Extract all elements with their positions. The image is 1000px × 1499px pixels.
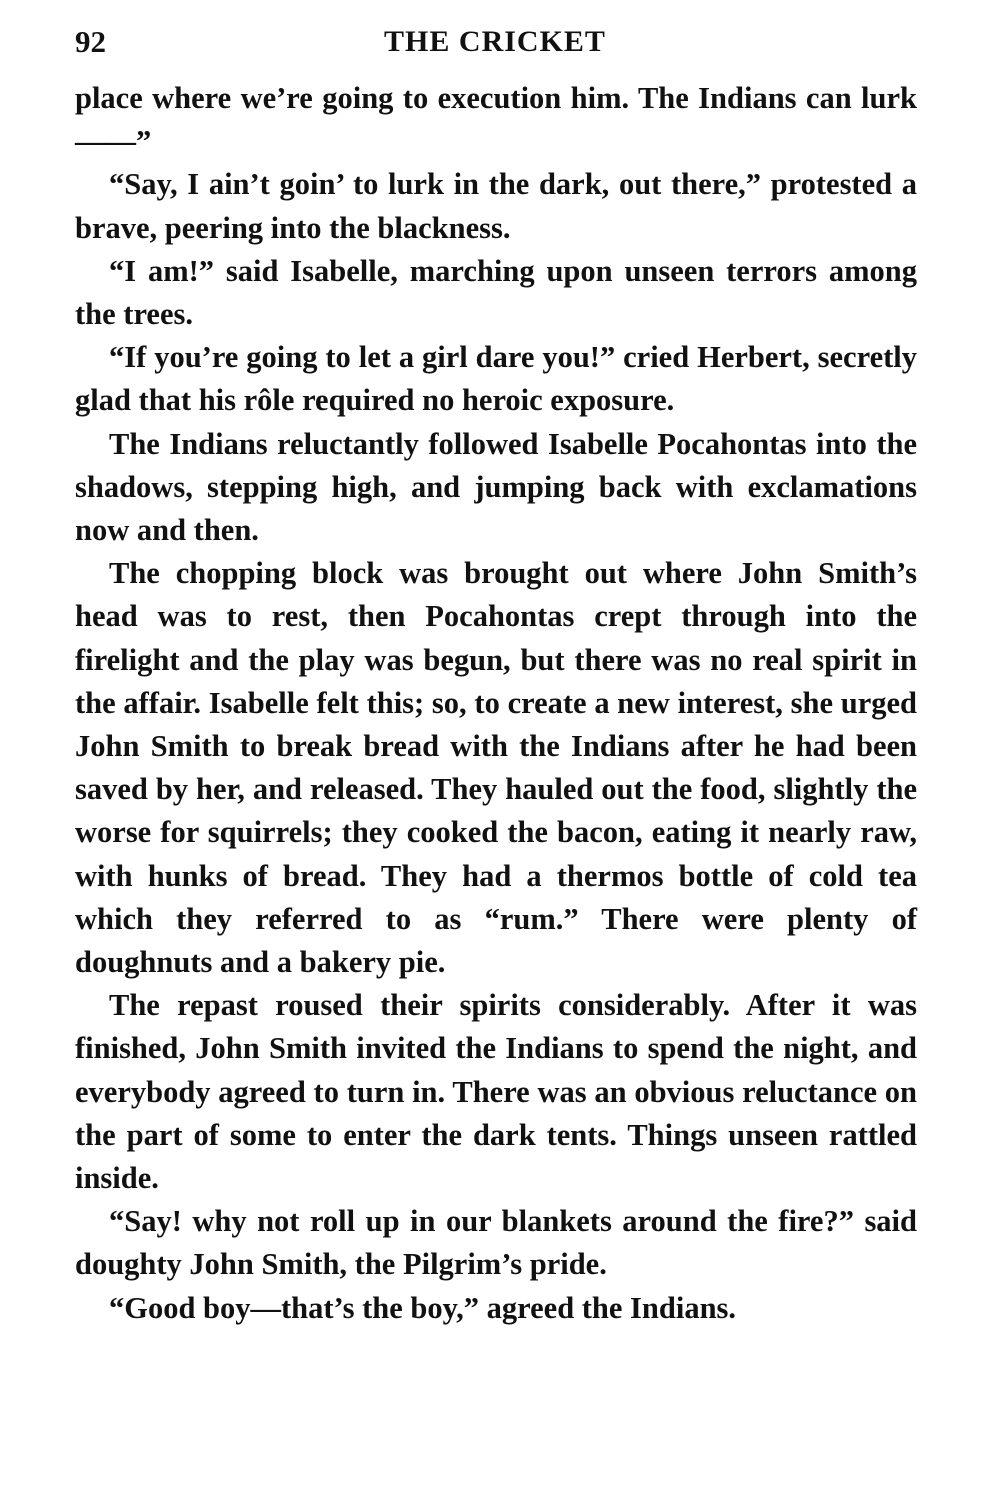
running-head (75, 24, 915, 64)
page-number: 92 (75, 24, 106, 59)
body-text (75, 77, 917, 1330)
paragraph: “Say! why not roll up in our blankets around the fire?” said doughty John Smith, the Pilgrim’s pride. (75, 1204, 917, 1282)
paragraph: “Good boy—that’s the boy,” agreed the Indians. (109, 1290, 737, 1325)
paragraph: The Indians reluctantly followed Isabelle Pocahontas into the shadows, stepping high, and jumping back with exclamations now and then. (75, 426, 917, 548)
paragraph: “I am!” said Isabelle, marching upon unseen terrors among the trees. (75, 253, 917, 332)
paragraph: The repast roused their spirits considerably. After it was finished, John Smith invited the Indians to spend the night, and everybody agreed to turn in. There was an obvious reluctance on the part of some to enter the dark tents. Things unseen rattled inside. (75, 988, 917, 1196)
paragraph: The chopping block was brought out where John Smith’s head was to rest, then Pocahontas crept through into the firelight and the play was begun, but there was no real spirit in the affair. Isabelle felt this; so, to create a new interest, she urged John Smith to break bread with the Indians after he had been saved by her, and released. They hauled out the food, slightly the worse for squirrels; they cooked the bacon, eating it nearly raw, with hunks of bread. They had a thermos bottle of cold tea which they referred to as “rum.” There were plenty of doughnuts and a bakery pie. (75, 556, 917, 980)
paragraph-continuation: place where we’re going to execution him. The Indians can lurk——” (75, 81, 917, 159)
paragraph: “Say, I ain’t goin’ to lurk in the dark, out there,” protested a brave, peering into the blackness. (75, 167, 917, 245)
paragraph: “If you’re going to let a girl dare you!” cried Herbert, secretly glad that his rôle required no heroic exposure. (75, 340, 917, 418)
running-title: THE CRICKET (384, 25, 606, 58)
